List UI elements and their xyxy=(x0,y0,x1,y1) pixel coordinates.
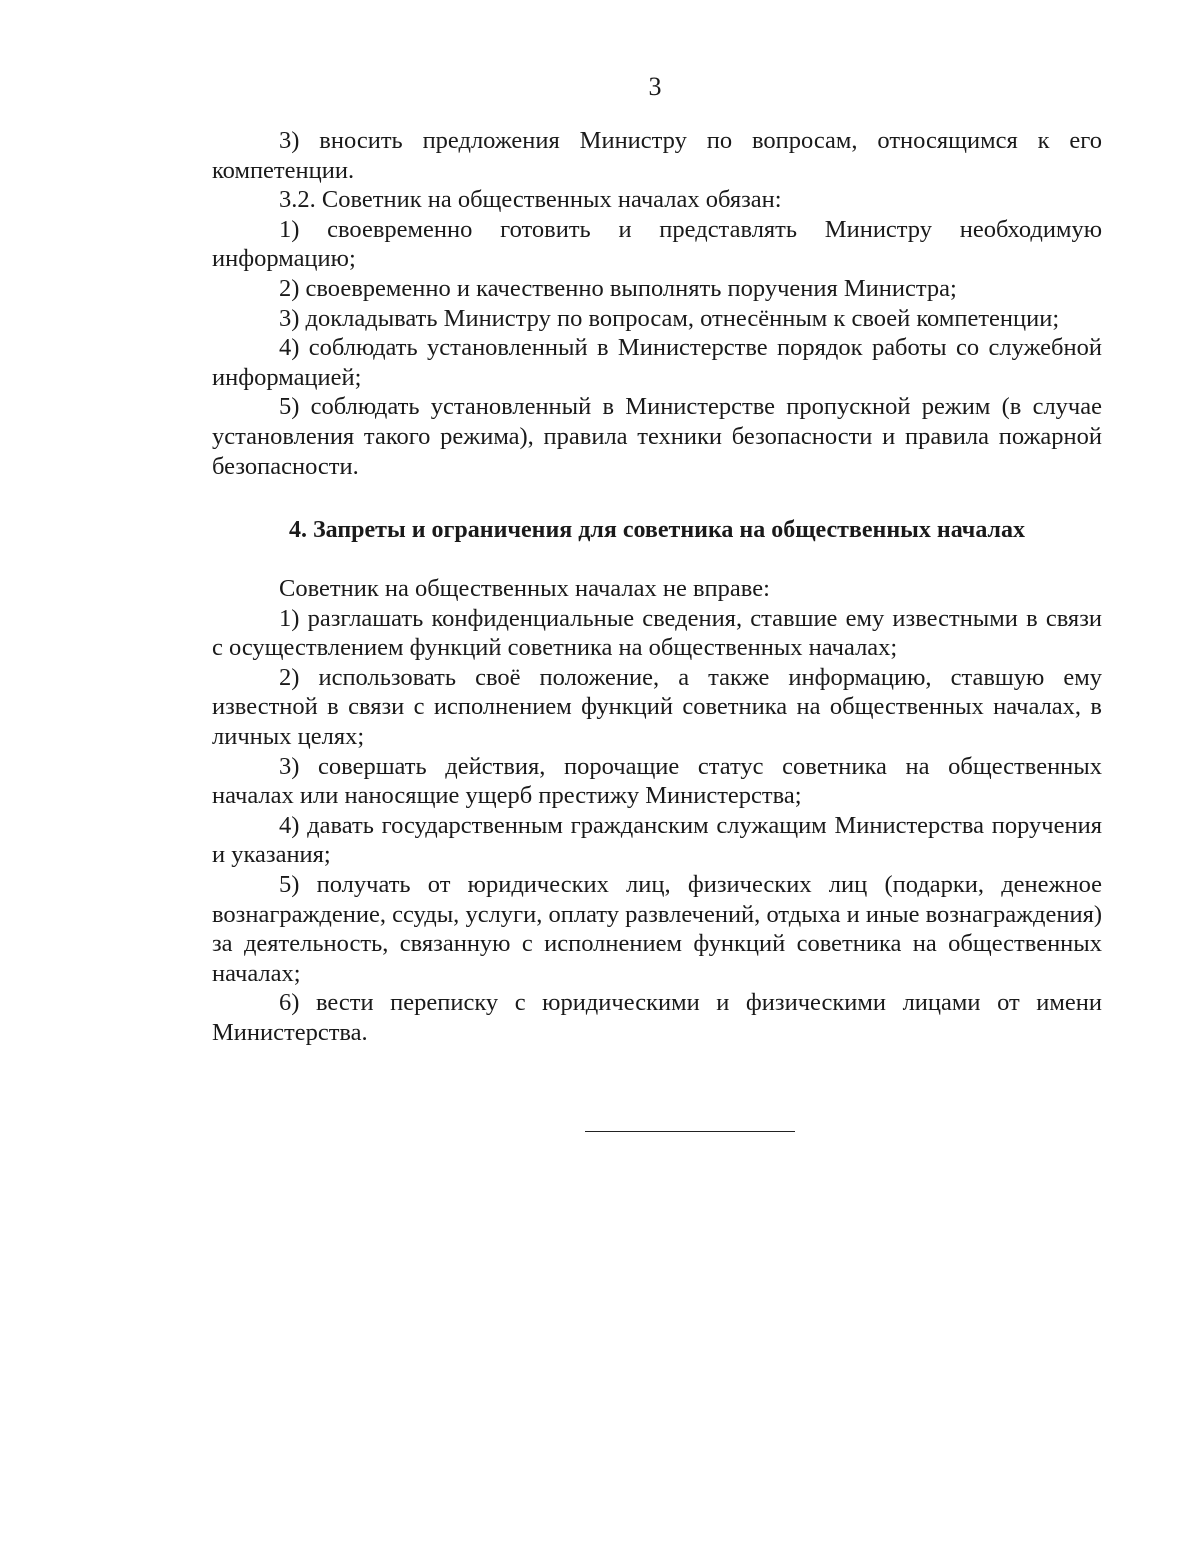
section-3-continuation xyxy=(212,126,1102,481)
paragraph-3-3: 3) вносить предложения Министру по вопросам, относящимся к его компетенции. xyxy=(212,127,1102,184)
end-of-document-rule xyxy=(585,1131,795,1132)
paragraph-3-2-item-3: 3) докладывать Министру по вопросам, отнесённым к своей компетенции; xyxy=(279,304,1060,332)
section-4-intro: Советник на общественных началах не вправе: xyxy=(279,575,770,602)
paragraph-3-2-intro: 3.2. Советник на общественных началах обязан: xyxy=(279,186,782,214)
section-4-item-5: 5) получать от юридических лиц, физических лиц (подарки, денежное вознаграждение, ссуды, услуги, оплату развлечений, отдыха и иные вознаграждения) за деятельность, связанную с исполнением функций советника на общественных началах; xyxy=(212,870,1102,987)
section-4-item-2: 2) использовать своё положение, а также информацию, ставшую ему известной в связи с исполнением функций советника на общественных началах, в личных целях; xyxy=(212,663,1102,750)
section-4-body xyxy=(212,574,1102,1048)
page-number: 3 xyxy=(648,72,662,101)
section-4-item-1: 1) разглашать конфиденциальные сведения, ставшие ему известными в связи с осуществлением функций советника на общественных началах; xyxy=(212,604,1102,662)
section-4-item-6: 6) вести переписку с юридическими и физическими лицами от имени Министерства. xyxy=(212,989,1102,1046)
paragraph-3-2-item-4: 4) соблюдать установленный в Министерстве порядок работы со служебной информацией; xyxy=(212,334,1102,391)
section-4-item-3: 3) совершать действия, порочащие статус советника на общественных началах или наносящие ущерб престижу Министерства; xyxy=(212,752,1102,810)
paragraph-3-2-item-5: 5) соблюдать установленный в Министерстве пропускной режим (в случае установления такого режима), правила техники безопасности и правила пожарной безопасности. xyxy=(212,393,1102,480)
section-4-heading: 4. Запреты и ограничения для советника на общественных началах xyxy=(289,517,1025,543)
paragraph-3-2-item-2: 2) своевременно и качественно выполнять поручения Министра; xyxy=(279,274,957,302)
paragraph-3-2-item-1: 1) своевременно готовить и представлять Министру необходимую информацию; xyxy=(212,215,1102,273)
section-4-item-4: 4) давать государственным гражданским служащим Министерства поручения и указания; xyxy=(212,811,1102,869)
